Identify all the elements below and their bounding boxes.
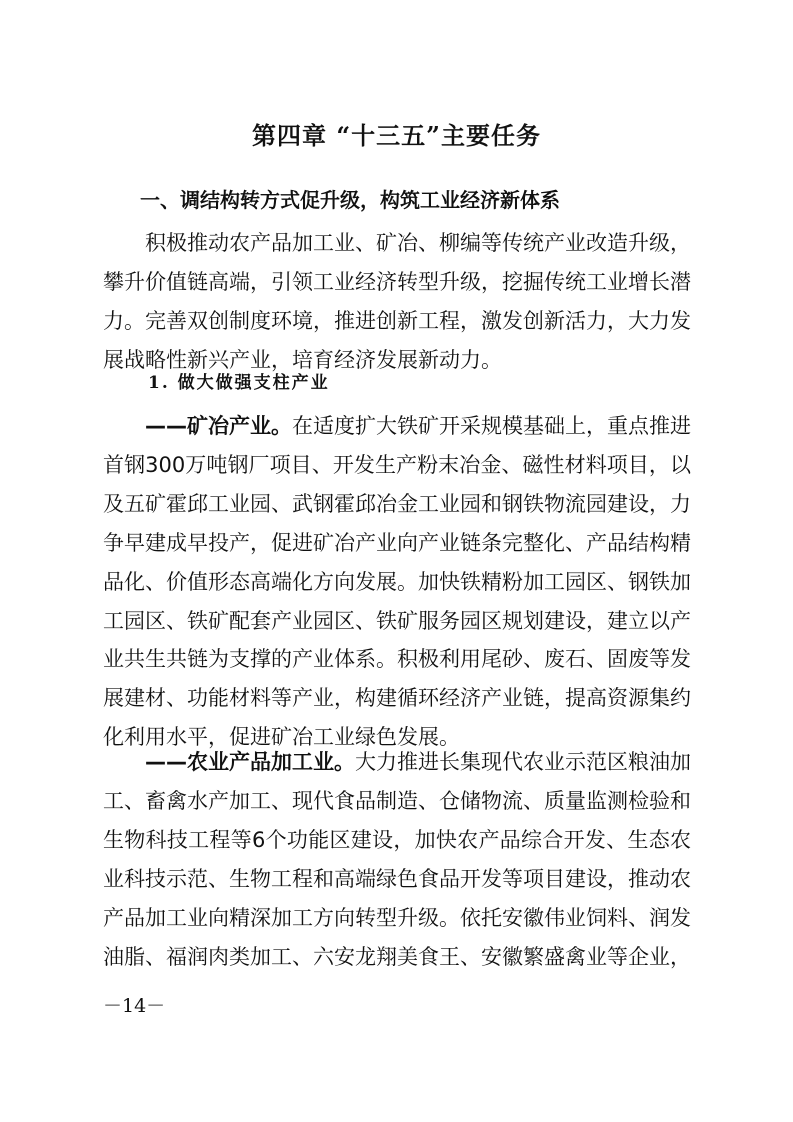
page-number: －14－ xyxy=(103,995,166,1017)
mining-lead: ——矿冶产业。 xyxy=(145,414,292,438)
agri-text: 大力推进长集现代农业示范区粮油加工、畜禽水产加工、现代食品制造、仓储物流、质量监测检验和生物科技工程等6个功能区建设，加快农产品综合开发、生态农业科技示范、生物工程和高端绿色食品开发等项目建设，推动农产品加工业向精深加工方向转型升级。依托安徽伟业饲料、润发油脂、福润肉类加工、六安龙翔美食王、安徽繁盛禽业等企业， xyxy=(103,750,691,969)
agri-lead: ——农业产品加工业。 xyxy=(145,750,355,774)
intro-paragraph: 积极推动农产品加工业、矿冶、柳编等传统产业改造升级，攀升价值链高端，引领工业经济转型升级，挖掘传统工业增长潜力。完善双创制度环境，推进创新工程，激发创新活力，大力发展战略性新兴产业，培育经济发展新动力。 xyxy=(103,231,691,372)
chapter-title: 第四章 “十三五”主要任务 xyxy=(252,121,541,150)
section-heading: 一、调结构转方式促升级，构筑工业经济新体系 xyxy=(140,188,560,212)
mining-text: 在适度扩大铁矿开采规模基础上，重点推进首钢300万吨钢厂项目、开发生产粉末冶金、磁性材料项目，以及五矿霍邱工业园、武钢霍邱冶金工业园和钢铁物流园建设，力争早建成早投产，促进矿冶产业向产业链条完整化、产品结构精品化、价值形态高端化方向发展。加快铁精粉加工园区、钢铁加工园区、铁矿配套产业园区、铁矿服务园区规划建设，建立以产业共生共链为支撑的产业体系。积极利用尾砂、废石、固废等发展建材、功能材料等产业，构建循环经济产业链，提高资源集约化利用水平，促进矿冶工业绿色发展。 xyxy=(103,414,691,750)
sub-heading: 1. 做大做强支柱产业 xyxy=(148,373,330,393)
agri-paragraph xyxy=(103,743,691,976)
mining-paragraph xyxy=(103,407,691,757)
